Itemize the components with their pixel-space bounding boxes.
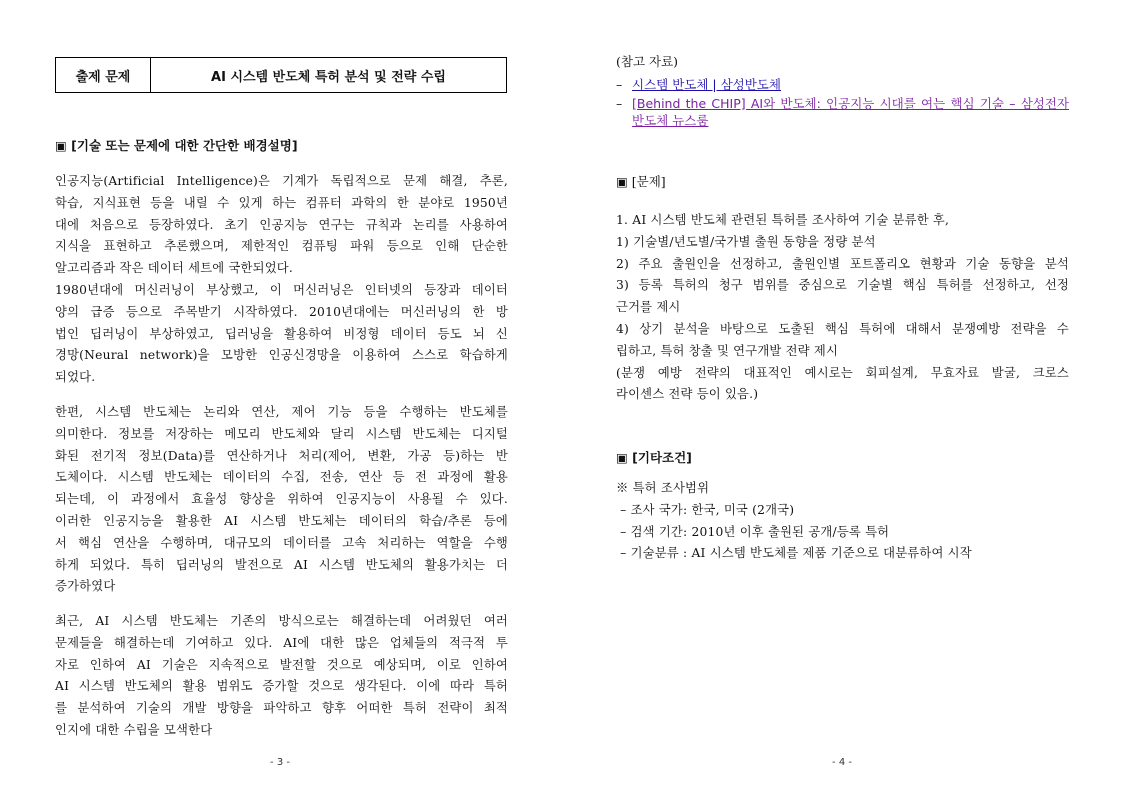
problem-line: 4) 상기 분석을 바탕으로 도출된 핵심 특허에 대해서 분쟁예방 전략을 수 <box>616 321 1069 336</box>
page-number: - 4 - <box>832 757 852 768</box>
problem-line: 라이센스 전략 등이 있음.) <box>616 387 759 402</box>
text-line: 증가하였다 <box>55 579 116 594</box>
text-line: 자로 인하여 AI 기술은 지속적으로 발전할 것으로 예상되며, 이로 인하여 <box>55 657 508 672</box>
title-table-value: AI 시스템 반도체 특허 분석 및 전략 수립 <box>211 69 446 85</box>
background-heading: ▣ [기술 또는 문제에 대한 간단한 배경설명] <box>55 138 298 153</box>
etc-conditions-heading: ▣ [기타조건] <box>616 450 692 465</box>
text-line: 한편, 시스템 반도체는 논리와 연산, 제어 기능 등을 수행하는 반도체를 <box>55 405 508 419</box>
background-paragraph-3 <box>55 611 508 742</box>
text-line: 1980년대에 머신러닝이 부상했고, 이 머신러닝은 인터넷의 등장과 데이터 <box>55 282 508 297</box>
reference-link-behind-the-chip[interactable]: [Behind the CHIP] AI와 반도체: 인공지능 시대를 여는 핵심 기술 – 삼성전자 반도체 뉴스룸 <box>632 96 1069 128</box>
reference-heading: (참고 자료) <box>616 54 679 69</box>
left-page <box>0 0 560 793</box>
right-page <box>560 0 1121 793</box>
text-line: 양의 급증 등으로 주목받기 시작하였다. 2010년대에는 머신러닝의 한 방 <box>55 304 508 319</box>
problem-line: 립하고, 특허 창출 및 연구개발 전략 제시 <box>616 343 839 358</box>
problem-line: 3) 등록 특허의 청구 범위를 중심으로 기술별 핵심 특허를 선정하고, 선정 <box>616 278 1069 293</box>
text-line: 경망(Neural network)을 모방한 인공신경망을 이용하여 스스로 학습하게 <box>55 348 508 363</box>
problem-heading: ▣ [문제] <box>616 174 666 189</box>
text-line: 학습, 지식표현 등을 내릴 수 있게 하는 컴퓨터 과학의 한 분야로 1950년 <box>55 195 508 210</box>
problem-line: (분쟁 예방 전략의 대표적인 예시로는 회피설계, 무효자료 발굴, 크로스 <box>616 365 1069 380</box>
text-line: 최근, AI 시스템 반도체는 기존의 방식으로는 해결하는데 어려웠던 여러 <box>55 614 508 628</box>
reference-dash: – <box>616 77 623 92</box>
background-paragraph-2 <box>55 402 508 598</box>
reference-dash: – <box>616 96 623 111</box>
text-line: 의미한다. 정보를 저장하는 메모리 반도체와 달리 시스템 반도체는 디지털 <box>55 426 508 441</box>
text-line: 서 핵심 연산을 수행하며, 대규모의 데이터를 고속 처리하는 역할을 수행 <box>55 535 508 550</box>
text-line: 되었다. <box>55 370 96 385</box>
text-line: 도체이다. 시스템 반도체는 데이터의 수집, 전송, 연산 등 전 과정에 활용 <box>55 470 508 485</box>
title-table <box>55 57 507 93</box>
text-line: 인공지능(Artificial Intelligence)은 기계가 독립적으로 문제 해결, 추론, <box>55 174 508 188</box>
text-line: 인지에 대한 수립을 모색한다 <box>55 722 213 737</box>
text-line: 법인 딥러닝이 부상하였고, 딥러닝을 활용하여 비정형 데이터 등도 뇌 신 <box>55 326 508 341</box>
reference-list <box>616 76 1069 129</box>
reference-link-samsung-semiconductor[interactable]: 시스템 반도체 | 삼성반도체 <box>632 77 781 92</box>
problem-line: 1. AI 시스템 반도체 관련된 특허를 조사하여 기술 분류한 후, <box>616 213 950 227</box>
text-line: 하게 되었다. 특히 딥러닝의 발전으로 AI 시스템 반도체의 활용가치는 더 <box>55 557 508 572</box>
text-line: 화된 전기적 정보(Data)를 연산하거나 처리(제어, 변환, 가공 등)하는 반 <box>55 448 508 463</box>
text-line: 이러한 인공지능을 활용한 AI 시스템 반도체는 데이터의 학습/추론 등에 <box>55 513 508 528</box>
condition-line: ※ 특허 조사범위 <box>616 481 710 495</box>
text-line: 알고리즘과 작은 데이터 세트에 국한되었다. <box>55 261 293 276</box>
reference-item <box>616 95 1069 129</box>
condition-line: – 검색 기간: 2010년 이후 출원된 공개/등록 특허 <box>616 524 890 539</box>
condition-line: – 기술분류 : AI 시스템 반도체를 제품 기준으로 대분류하여 시작 <box>616 546 972 561</box>
problem-list <box>616 210 1069 406</box>
problem-line: 근거를 제시 <box>616 300 681 315</box>
text-line: 문제들을 해결하는데 기여하고 있다. AI에 대한 많은 업체들의 적극적 투 <box>55 635 508 650</box>
text-line: 대에 처음으로 등장하였다. 초기 인공지능 연구는 규칙과 논리를 사용하여 <box>55 217 508 232</box>
text-line: 지식을 표현하고 추론했으며, 제한적인 컴퓨팅 파워 등으로 인해 단순한 <box>55 239 508 254</box>
text-line: 를 분석하여 기술의 개발 방향을 파악하고 향후 어떠한 특허 전략이 최적 <box>55 701 508 716</box>
title-table-label: 출제 문제 <box>56 58 151 92</box>
page-number: - 3 - <box>270 757 290 768</box>
text-line: 되는데, 이 과정에서 효율성 향상을 위하여 인공지능이 사용될 수 있다. <box>55 492 508 507</box>
problem-line: 2) 주요 출원인을 선정하고, 출원인별 포트폴리오 현황과 기술 동향을 분석 <box>616 256 1069 271</box>
etc-conditions-list <box>616 478 1069 565</box>
condition-line: – 조사 국가: 한국, 미국 (2개국) <box>616 502 795 517</box>
problem-line: 1) 기술별/년도별/국가별 출원 동향을 정량 분석 <box>616 234 876 249</box>
reference-item <box>616 76 1069 93</box>
background-paragraph-1 <box>55 171 508 389</box>
text-line: AI 시스템 반도체의 활용 범위도 증가할 것으로 생각된다. 이에 따라 특허 <box>55 679 508 694</box>
